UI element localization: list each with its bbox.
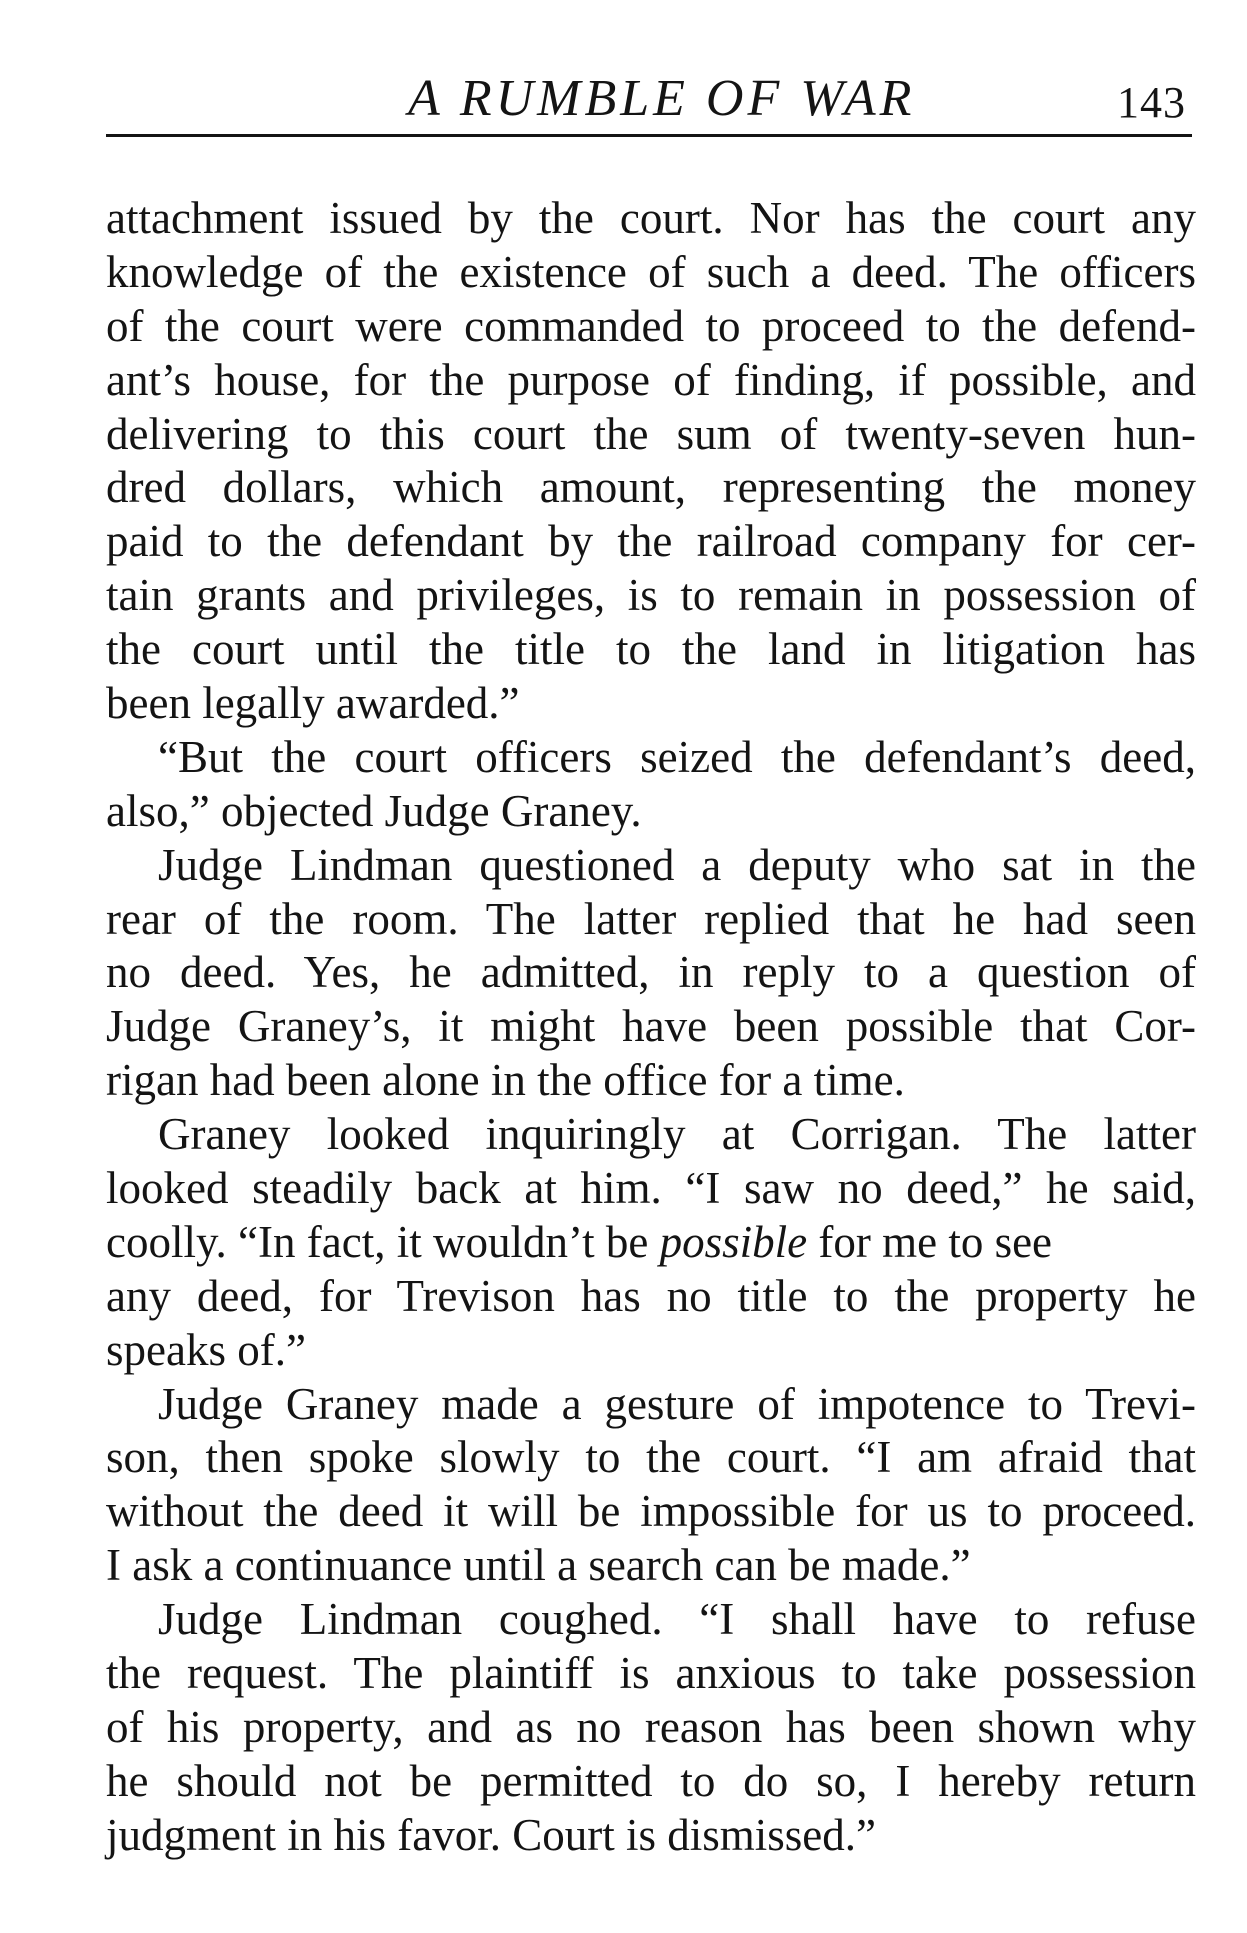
text-line: attachment issued by the court. Nor has the court any xyxy=(106,193,1196,243)
text-line: Judge Lindman questioned a deputy who sat in the xyxy=(158,839,1196,890)
text-line: paid to the defendant by the railroad company for cer- xyxy=(106,516,1196,567)
text-line: judgment in his favor. Court is dismissed.” xyxy=(106,1809,876,1860)
text-line xyxy=(106,1216,1196,1270)
text-line: no deed. Yes, he admitted, in reply to a question of xyxy=(106,947,1196,998)
text-line: delivering to this court the sum of twenty-seven hun- xyxy=(106,408,1196,459)
text-line: Judge Graney made a gesture of impotence to Trevi- xyxy=(158,1378,1196,1429)
text-line: the request. The plaintiff is anxious to take possession xyxy=(106,1648,1196,1699)
text-line: Graney looked inquiringly at Corrigan. The latter xyxy=(158,1109,1196,1160)
text-line: the court until the title to the land in litigation has xyxy=(106,624,1196,675)
header-rule xyxy=(106,134,1192,137)
text-line: ant’s house, for the purpose of finding, if possible, and xyxy=(106,354,1196,405)
text-line: rigan had been alone in the office for a time. xyxy=(106,1055,905,1106)
running-head xyxy=(106,68,1192,130)
text-line: tain grants and privileges, is to remain in possession of xyxy=(106,570,1196,621)
page-number: 143 xyxy=(1117,78,1186,127)
text-line: been legally awarded.” xyxy=(106,678,520,729)
text-line: looked steadily back at him. “I saw no deed,” he said, xyxy=(106,1163,1196,1214)
text-line: he should not be permitted to do so, I hereby return xyxy=(106,1755,1196,1806)
line-run: for me to see xyxy=(807,1216,1053,1267)
italic-word: possible xyxy=(659,1216,808,1267)
text-line: knowledge of the existence of such a deed. The officers xyxy=(106,246,1196,297)
text-line: dred dollars, which amount, representing the money xyxy=(106,462,1196,513)
text-line: speaks of.” xyxy=(106,1324,306,1375)
text-line: also,” objected Judge Graney. xyxy=(106,785,642,836)
text-line: Judge Graney’s, it might have been possible that Cor- xyxy=(106,1001,1196,1052)
text-line: of the court were commanded to proceed to the defend- xyxy=(106,300,1196,351)
text-line: I ask a continuance until a search can be made.” xyxy=(106,1540,971,1591)
text-line: any deed, for Trevison has no title to the property he xyxy=(106,1270,1196,1321)
text-line: son, then spoke slowly to the court. “I am afraid that xyxy=(106,1432,1196,1483)
running-title: A RUMBLE OF WAR xyxy=(408,70,916,127)
text-line: Judge Lindman coughed. “I shall have to refuse xyxy=(158,1594,1196,1645)
line-run: coolly. “In fact, it wouldn’t be xyxy=(106,1216,660,1267)
text-line: of his property, and as no reason has been shown why xyxy=(106,1701,1196,1752)
text-line: without the deed it will be impossible for us to proceed. xyxy=(106,1486,1196,1537)
text-line: rear of the room. The latter replied that he had seen xyxy=(106,893,1196,944)
body-text xyxy=(106,192,1196,1863)
text-line: “But the court officers seized the defendant’s deed, xyxy=(158,731,1196,782)
